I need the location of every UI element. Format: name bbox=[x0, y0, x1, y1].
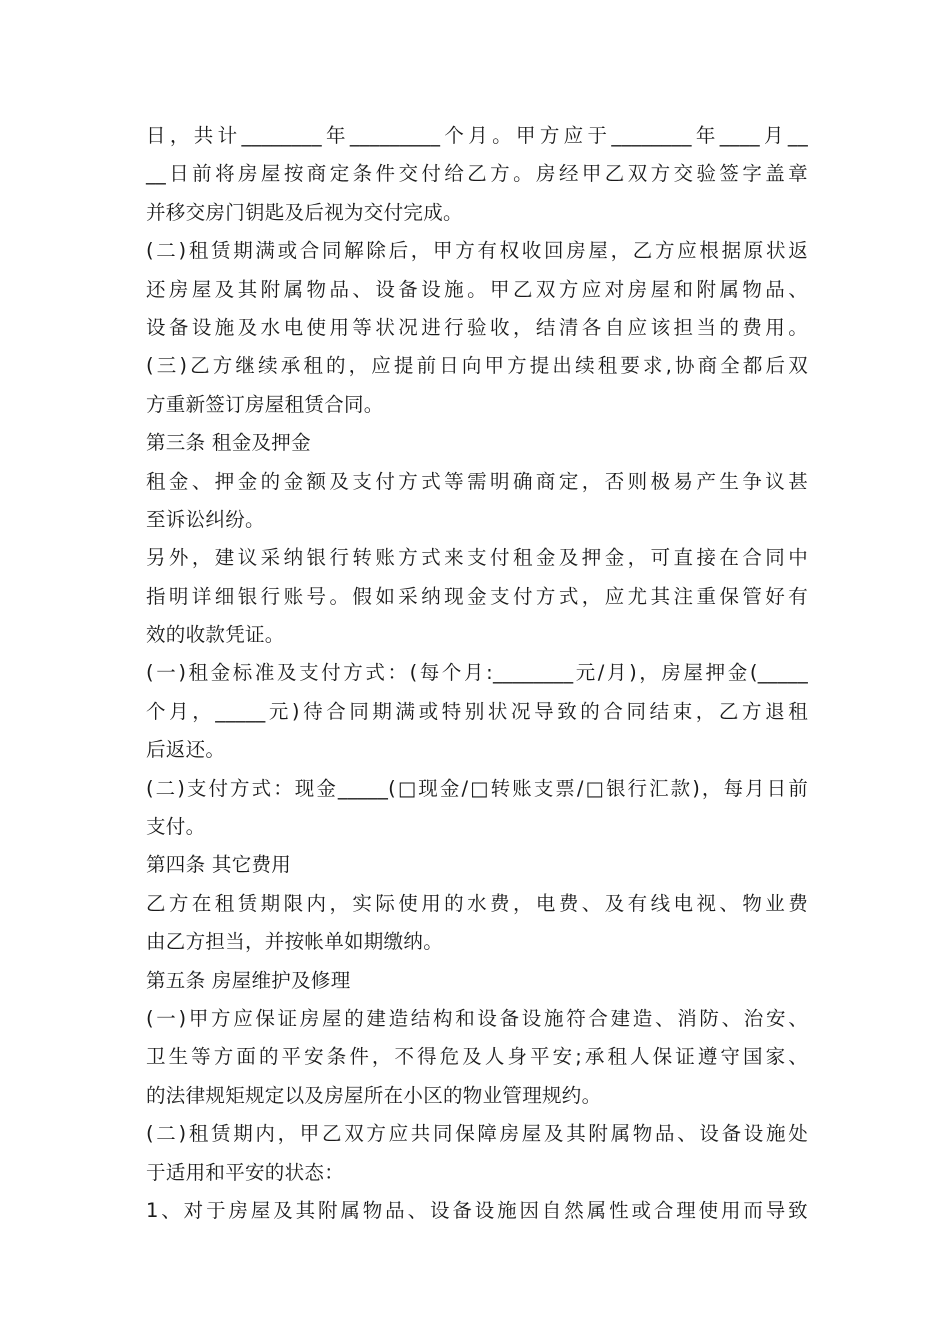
text-line: 后返还。 bbox=[146, 738, 226, 762]
text-line: 个月，_____元)待合同期满或特别状况导致的合同结束，乙方退租 bbox=[146, 699, 808, 723]
text-line: (一)租金标准及支付方式：(每个月:________元/月)，房屋押金(_____ bbox=[146, 661, 808, 685]
document-body bbox=[146, 117, 808, 1230]
text-line: 另外，建议采纳银行转账方式来支付租金及押金，可直接在合同中 bbox=[146, 546, 808, 570]
text-line: 至诉讼纠纷。 bbox=[146, 507, 265, 531]
text-line: (二)支付方式：现金_____(□现金/□转账支票/□银行汇款)，每月日前 bbox=[146, 776, 808, 800]
text-line: (一)甲方应保证房屋的建造结构和设备设施符合建造、消防、治安、 bbox=[146, 1006, 808, 1030]
text-line: 指明详细银行账号。假如采纳现金支付方式，应尤其注重保管好有 bbox=[146, 584, 808, 608]
text-line: 方重新签订房屋租赁合同。 bbox=[146, 392, 384, 416]
text-line: 1、对于房屋及其附属物品、设备设施因自然属性或合理使用而导致 bbox=[146, 1198, 808, 1222]
text-line: 效的收款凭证。 bbox=[146, 623, 285, 647]
text-line: (二)租赁期满或合同解除后，甲方有权收回房屋，乙方应根据原状返 bbox=[146, 239, 808, 263]
text-line: 于适用和平安的状态： bbox=[146, 1160, 345, 1184]
section-heading: 第四条 其它费用 bbox=[146, 853, 292, 877]
text-line: (三)乙方继续承租的，应提前日向甲方提出续租要求,协商全都后双 bbox=[146, 354, 808, 378]
text-line: __日前将房屋按商定条件交付给乙方。房经甲乙双方交验签字盖章 bbox=[146, 162, 808, 186]
text-line: 租金、押金的金额及支付方式等需明确商定，否则极易产生争议甚 bbox=[146, 469, 808, 493]
text-line: 的法律规矩规定以及房屋所在小区的物业管理规约。 bbox=[146, 1083, 602, 1107]
text-line: 设备设施及水电使用等状况进行验收，结清各自应该担当的费用。 bbox=[146, 315, 808, 339]
text-line: 日，共计________年_________个月。甲方应于________年____月__ bbox=[146, 124, 808, 147]
text-line: 乙方在租赁期限内，实际使用的水费，电费、及有线电视、物业费 bbox=[146, 891, 808, 915]
text-line: 卫生等方面的平安条件，不得危及人身平安;承租人保证遵守国家、 bbox=[146, 1045, 808, 1069]
text-line: 还房屋及其附属物品、设备设施。甲乙双方应对房屋和附属物品、 bbox=[146, 277, 808, 301]
text-line: (二)租赁期内，甲乙双方应共同保障房屋及其附属物品、设备设施处 bbox=[146, 1122, 808, 1146]
section-heading: 第三条 租金及押金 bbox=[146, 431, 311, 455]
text-line: 并移交房门钥匙及后视为交付完成。 bbox=[146, 200, 463, 224]
text-line: 由乙方担当，并按帐单如期缴纳。 bbox=[146, 930, 444, 954]
text-line: 支付。 bbox=[146, 815, 206, 839]
section-heading: 第五条 房屋维护及修理 bbox=[146, 968, 351, 992]
